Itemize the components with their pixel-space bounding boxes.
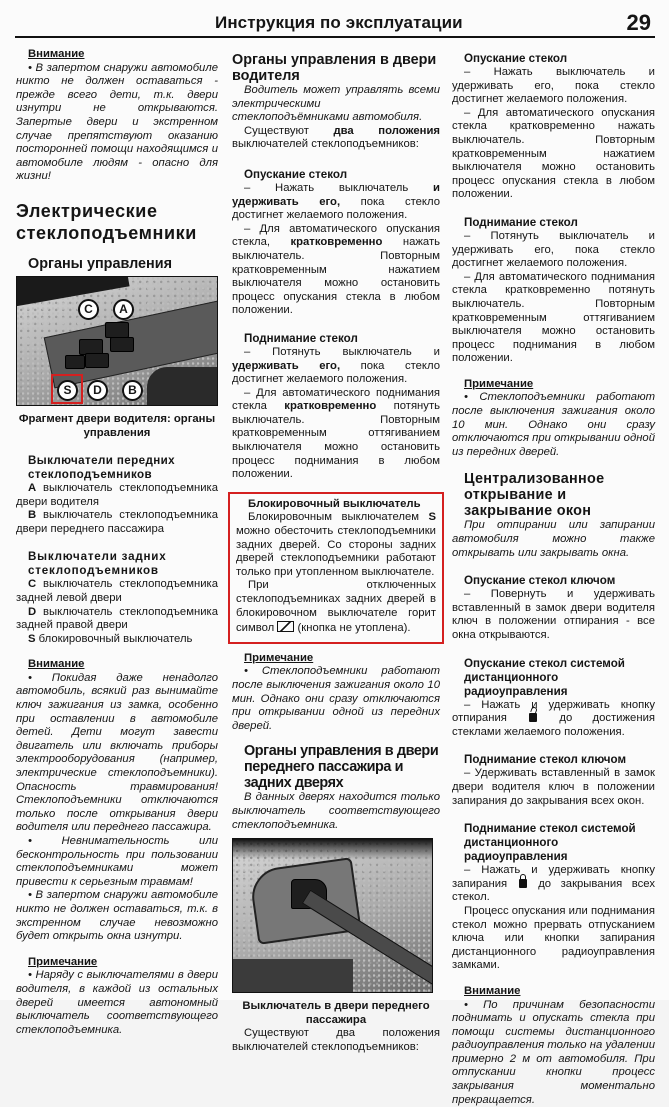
lowering-step-1: – Нажать выключатель и удерживать его, пока стекло достигнет желаемого положения. [452, 66, 655, 107]
key-lowering-title: Опускание стекол ключом [464, 574, 655, 588]
raising-step-1: – Потянуть выключатель и удерживать его, пока стекло достигнет желаемого положения. [452, 230, 655, 271]
door-handle [147, 367, 218, 406]
raising-step-2: – Для автоматического поднимания стекла кратковременно потянуть выключатель. Повторным кратковременным оттягиванием выключателя можно остановить процесс поднимания в любом положении. [452, 271, 655, 366]
controls-title: Органы управления [28, 256, 218, 272]
remote-lowering-title: Опускание стекол системой дистанционного радиоуправления [464, 657, 655, 699]
label-c: C [78, 299, 99, 320]
positions-text: Существуют два положения выключателей стеклоподъемников: [232, 125, 440, 152]
window-lock-symbol-icon [277, 621, 294, 632]
warning-item: • Покидая даже ненадолго автомобиль, всякий раз вынимайте ключ зажигания из замка, особенно при оставлении в автомобиле детей. Дети могут завести двигатель или включать приборы электрооборудования (например, электрические стеклоподъемники). Опасность травмирования! Стеклоподъемники отключаются только после открывания двери водителя или переднего пассажира. [16, 672, 218, 835]
warning-text: • В запертом снаружи автомобиле никто не должен оставаться - прежде всего дети, т.к. двери изнутри не открываются. Запертые двери и экстренном случае препятствуют оказанию посторонней помощи находящимся и автомобиле людям - опасно для жизни! [16, 62, 218, 184]
lock-switch-text-2: При отключенных стеклоподъемниках задних дверей в блокировочном выключателе горит символ (кнопка не утоплена). [236, 579, 436, 635]
remote-interrupt-text: Процесс опускания или поднимания стекол можно прервать отпусканием ключа или кнопки запирания дистанционного радиоуправления замками. [452, 905, 655, 973]
label-b: B [122, 380, 143, 401]
figure-shadow [16, 276, 130, 307]
column-right [452, 48, 655, 1107]
raising-step-1: – Потянуть выключатель и удерживать его, пока стекло достигнет желаемого положения. [232, 346, 440, 387]
warning-text: • По причинам безопасности поднимать и опускать стекла при помощи системы дистанционного радиоуправления только на удалении примерно 2 м от автомобиля. При отпускании кнопки процесс закрывания моментально прекращается. [452, 999, 655, 1107]
switch-item-s: S блокировочный выключатель [16, 633, 218, 647]
note-text: • Наряду с выключателями в двери водителя, в каждой из остальных дверей имеется автономный выключатель соответствующего стеклоподъемника. [16, 969, 218, 1037]
raising-title: Поднимание стекол [464, 216, 655, 230]
switch-item-c: С выключатель стеклоподъемника задней левой двери [16, 578, 218, 605]
raising-step-2: – Для автоматического поднимания стекла кратковременно потянуть выключатель. Повторным кратковременным оттягиванием выключателя можно остановить процесс поднимания в любом положении. [232, 387, 440, 482]
key-raising-text: – Удерживать вставленный в замок двери водителя ключ в положении запирания до закрывания всех окон. [452, 767, 655, 808]
lowering-step-2: – Для автоматического опускания стекла, кратковременно нажать выключатель. Повторным кратковременным нажатием выключателя можно остановить процесс опускания стекла в любом положении. [232, 223, 440, 318]
rear-switches-title: Выключатели задних стеклоподъемников [28, 550, 218, 578]
lowering-step-2: – Для автоматического опускания стекла кратковременно нажать выключатель. Повторным кратковременным нажатием выключателя можно остановить процесс опускания стекла в любом положении. [452, 107, 655, 202]
switch-s-icon [65, 355, 85, 369]
switch-item-b: В выключатель стеклоподъемника двери переднего пассажира [16, 509, 218, 536]
page-header [15, 8, 655, 38]
remote-raising-text: – Нажать и удерживать кнопку запирания до закрывания всех стекол. [452, 864, 655, 905]
switch-b-icon [110, 337, 134, 352]
lock-switch-highlight-box [228, 492, 444, 644]
note-title: Примечание [464, 378, 655, 392]
lowering-title: Опускание стекол [244, 168, 440, 182]
page-number: 29 [627, 10, 651, 36]
raising-title: Поднимание стекол [244, 332, 440, 346]
central-control-intro: При отпирании или запирании автомобиля можно также открывать или закрывать окна. [452, 519, 655, 560]
label-d: D [87, 380, 108, 401]
unlock-icon [529, 713, 537, 722]
warning-item: • В запертом снаружи автомобиле никто не должен оставаться, т.к. в экстренном случае невозможно будет открыть окна изнутри. [16, 889, 218, 943]
figure-caption: Фрагмент двери водителя: органы управления [16, 412, 218, 440]
lock-switch-title: Блокировочный выключатель [248, 498, 436, 512]
note-text: • Стеклоподъемники работают после выключения зажигания около 10 мин. Однако они сразу отключаются при открывании одной из передних дверей. [232, 665, 440, 733]
note-title: Примечание [244, 652, 440, 666]
driver-door-figure [16, 276, 218, 406]
section-title: Электрические стеклоподъемники [16, 200, 218, 244]
switch-a-icon [105, 322, 129, 338]
switch-item-a: А выключатель стеклоподъемника двери водителя [16, 482, 218, 509]
driver-intro: Водитель может управлять всеми электрическими стеклоподъёмниками автомобиля. [232, 84, 440, 125]
s-highlight-box [51, 374, 83, 404]
warning-title: Внимание [464, 985, 655, 999]
column-middle [232, 48, 440, 1054]
warning-title: Внимание [28, 48, 218, 62]
driver-controls-title: Органы управления в двери водителя [232, 52, 440, 84]
key-lowering-text: – Повернуть и удерживать вставленный в замок двери водителя ключ в положении отпирания - все окна открываются. [452, 588, 655, 642]
passenger-controls-title: Органы управления в двери переднего пассажира и задних дверях [244, 743, 440, 791]
key-raising-title: Поднимание стекол ключом [464, 753, 655, 767]
note-text: • Стеклоподъемники работают после выключения зажигания около 10 мин. Однако они сразу отключаются при открывании одной из передних дверей. [452, 391, 655, 459]
column-left [16, 48, 218, 1037]
label-s: S [57, 380, 78, 401]
central-control-title: Централизованное открывание и закрывание окон [464, 471, 655, 519]
passenger-intro: В данных дверях находится только выключатель соответствующего стеклоподъемника. [232, 791, 440, 832]
note-title: Примечание [28, 956, 218, 970]
lock-switch-text-1: Блокировочным выключателем S можно обесточить стеклоподъемники задних дверей. Со стороны задних дверей стеклоподъемники работают только при утопленном выключателе. [236, 511, 436, 579]
passenger-door-figure [232, 838, 433, 993]
switch-d-icon [85, 353, 109, 368]
label-a: A [113, 299, 134, 320]
warning-title: Внимание [28, 658, 218, 672]
remote-lowering-text: – Нажать и удерживать кнопку отпирания до достижения стеклами желаемого положения. [452, 699, 655, 740]
remote-raising-title: Поднимание стекол системой дистанционного радиоуправления [464, 822, 655, 864]
lowering-step-1: – Нажать выключатель и удерживать его, пока стекло достигнет желаемого положения. [232, 182, 440, 223]
warning-item: • Невнимательность или бесконтрольность при пользовании стеклоподъемниками может привести к серьезным травмам! [16, 835, 218, 889]
lock-icon [519, 879, 527, 888]
lowering-title: Опускание стекол [464, 52, 655, 66]
front-switches-title: Выключатели передних стеклоподъемников [28, 454, 218, 482]
page-title: Инструкция по эксплуатации [215, 13, 463, 33]
switch-item-d: D выключатель стеклоподъемника задней правой двери [16, 606, 218, 633]
closing-text: Существуют два положения выключателей стеклоподъемников: [232, 1027, 440, 1054]
figure-caption: Выключатель в двери переднего пассажира [232, 999, 440, 1027]
